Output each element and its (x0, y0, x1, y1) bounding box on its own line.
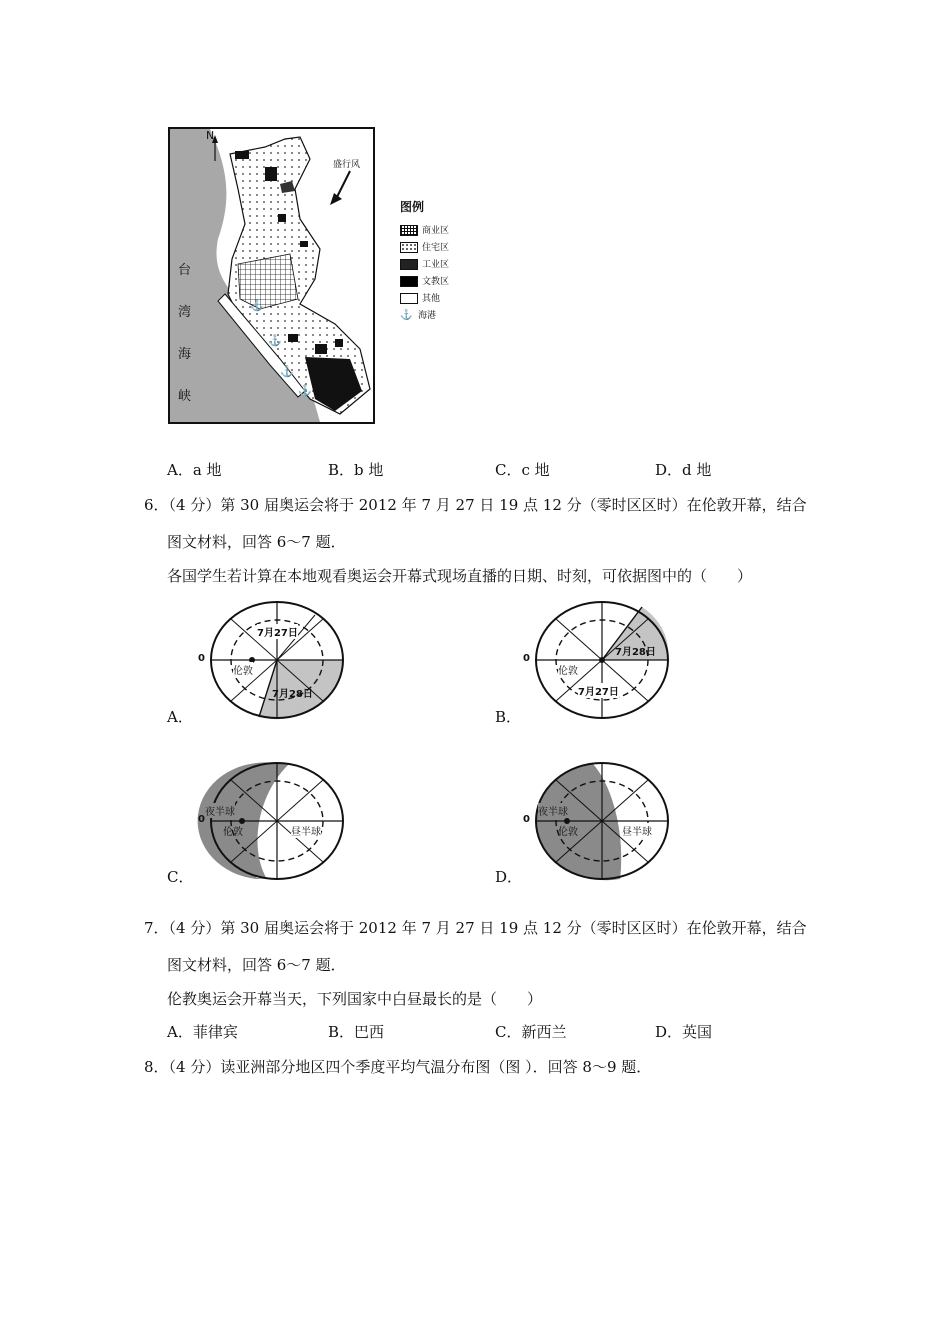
strait-char: 台 (178, 263, 192, 278)
q6-option-b[interactable]: B． (495, 708, 522, 726)
map-legend (400, 198, 470, 322)
strait-char: 峡 (178, 389, 192, 404)
q7-stem-line2: 图文材料，回答 6～7 题． (167, 956, 346, 974)
q6-stem-line2: 图文材料，回答 6～7 题． (167, 533, 346, 551)
legend-industrial: 工业区 (400, 259, 470, 271)
london-label: 伦敦 (558, 662, 578, 677)
date-label: 7月27日 (257, 624, 298, 639)
night-hemisphere-label: 夜半球 (205, 803, 235, 818)
london-label: 伦敦 (223, 827, 243, 838)
date-label: 7月28日 (272, 689, 313, 700)
zero-label: 0 (198, 653, 205, 664)
zero-label: 0 (198, 814, 205, 825)
q7-option-a[interactable]: A．菲律宾 (167, 1023, 238, 1041)
q6-diagram-c (195, 757, 350, 885)
anchor-icon: ⚓ (400, 310, 413, 321)
strait-char: 湾 (178, 305, 192, 320)
date-label: 7月27日 (578, 683, 619, 698)
wind-label: 盛行风 (333, 160, 361, 170)
q6-option-d[interactable]: D． (495, 868, 523, 886)
q7-option-b[interactable]: B．巴西 (328, 1023, 385, 1041)
date-label: 7月28日 (615, 647, 656, 658)
strait-label (178, 259, 196, 424)
q6-diagram-b (520, 595, 675, 725)
zero-label: 0 (523, 814, 530, 825)
london-label: 伦敦 (558, 827, 578, 838)
legend-residential: 住宅区 (400, 242, 470, 254)
svg-text:⚓: ⚓ (280, 365, 294, 378)
q7-question: 伦教奥运会开幕当天，下列国家中白昼最长的是（ ） (167, 990, 543, 1008)
night-hemisphere-label: 夜半球 (538, 803, 568, 818)
q6-stem-line1: 6．（4 分）第 30 届奥运会将于 2012 年 7 月 27 日 19 点 12 分（零时区区时）在伦敦开幕，结合 (144, 496, 807, 514)
q6-diagram-a (195, 595, 350, 725)
q6-option-a[interactable]: A． (167, 708, 193, 726)
north-label: N (206, 129, 215, 142)
q5-option-c[interactable]: C．c 地 (495, 461, 550, 479)
legend-other: 其他 (400, 293, 470, 305)
legend-education: 文教区 (400, 276, 470, 288)
legend-title: 图例 (400, 200, 425, 214)
svg-text:⚓: ⚓ (250, 299, 264, 312)
svg-text:⚓: ⚓ (268, 334, 282, 347)
svg-text:⚓: ⚓ (298, 384, 312, 397)
q7-option-c[interactable]: C．新西兰 (495, 1023, 567, 1041)
q5-option-d[interactable]: D．d 地 (655, 461, 712, 479)
city-map-figure (168, 127, 375, 424)
q5-option-b[interactable]: B．b 地 (328, 461, 384, 479)
q6-question: 各国学生若计算在本地观看奥运会开幕式现场直播的日期、时刻，可依据图中的（ ） (167, 567, 753, 585)
london-label: 伦敦 (233, 662, 253, 677)
q6-option-c[interactable]: C． (167, 868, 194, 886)
commercial-zone (238, 254, 298, 309)
legend-commercial: 商业区 (400, 225, 470, 237)
day-hemisphere-label: 昼半球 (622, 823, 652, 838)
city-map-svg (170, 129, 373, 422)
q6-diagram-d (520, 757, 675, 885)
q8-stem-line1: 8．（4 分）读亚洲部分地区四个季度平均气温分布图（图 ）．回答 8～9 题． (144, 1058, 652, 1076)
q7-option-d[interactable]: D．英国 (655, 1023, 713, 1041)
q5-option-a[interactable]: A．a 地 (167, 461, 222, 479)
day-hemisphere-label: 昼半球 (291, 823, 321, 838)
zero-label: 0 (523, 653, 530, 664)
legend-harbour: ⚓ 海港 (400, 310, 437, 321)
q7-stem-line1: 7．（4 分）第 30 届奥运会将于 2012 年 7 月 27 日 19 点 12 分（零时区区时）在伦敦开幕，结合 (144, 919, 807, 937)
strait-char: 海 (178, 347, 192, 362)
